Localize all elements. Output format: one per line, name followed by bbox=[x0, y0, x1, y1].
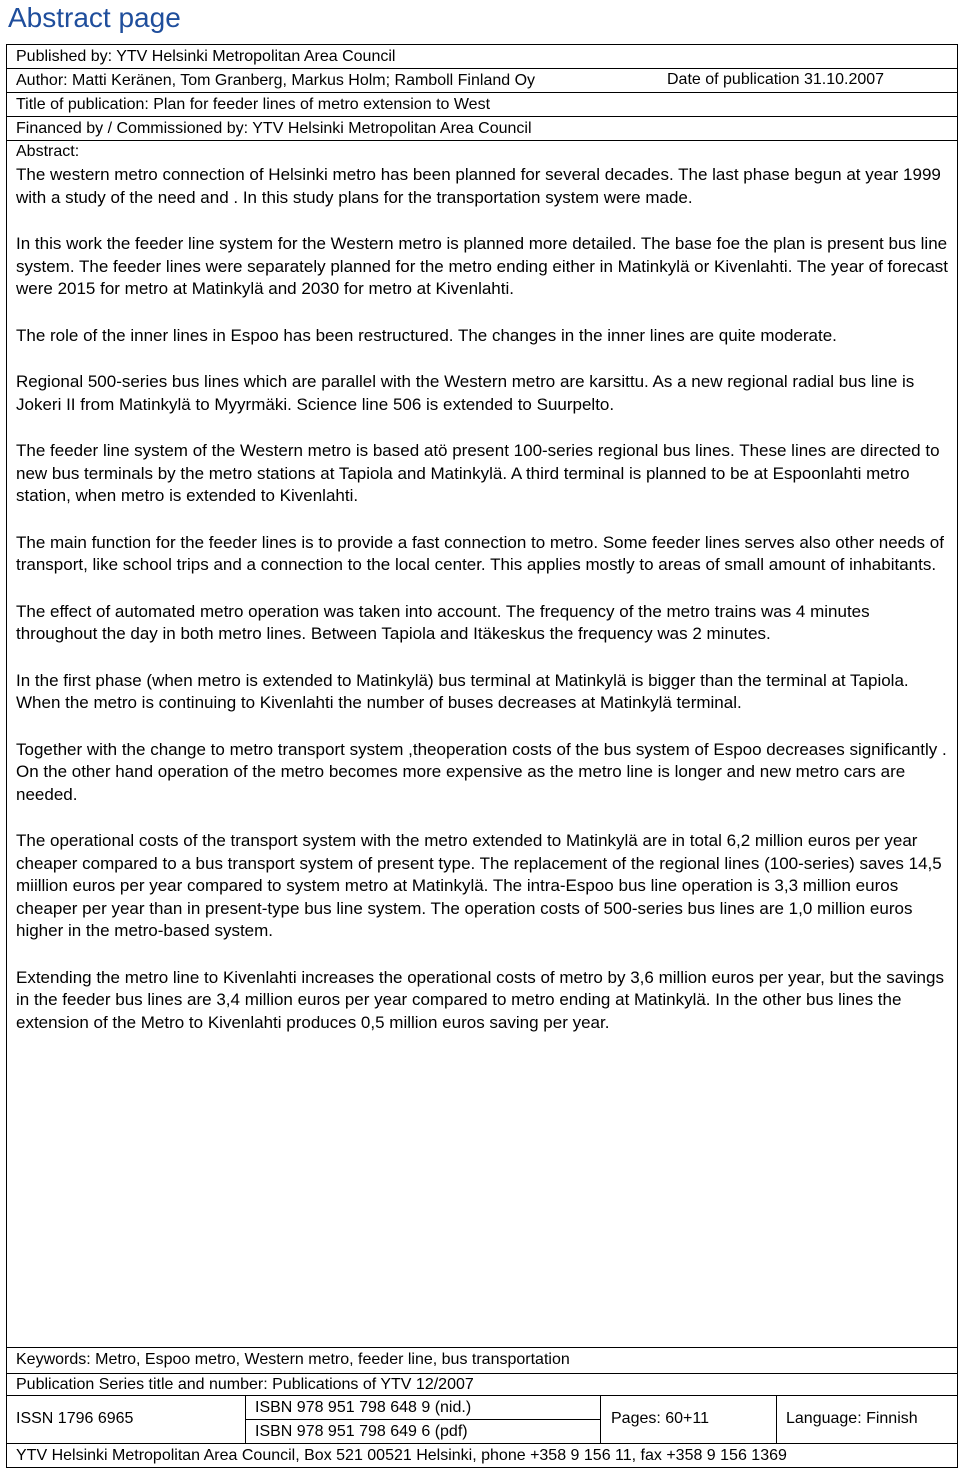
issn: ISSN 1796 6965 bbox=[16, 1410, 134, 1427]
abstract-paragraph: The effect of automated metro operation was taken into account. The frequency of the metro trains was 4 minutes throughout the day in both metro lines. Between Tapiola and Itäkeskus the frequency was 2 minutes. bbox=[16, 601, 870, 643]
title-row bbox=[7, 93, 957, 117]
author: Author: Matti Keränen, Tom Granberg, Markus Holm; Ramboll Finland Oy bbox=[16, 72, 536, 89]
abstract-body bbox=[16, 164, 951, 1058]
abstract-paragraph: The role of the inner lines in Espoo has been restructured. The changes in the inner lines are quite moderate. bbox=[16, 325, 837, 345]
keywords: Keywords: Metro, Espoo metro, Western metro, feeder line, bus transportation bbox=[16, 1351, 570, 1368]
divider bbox=[7, 1347, 957, 1348]
abstract-form bbox=[6, 44, 958, 1468]
abstract-paragraph: In this work the feeder line system for the Western metro is planned more detailed. The base foe the plan is present bus line system. The feeder lines were separately planned for the metro ending either in Matinkylä or Kivenlahti. The year of forecast were 2015 for metro at Matinkylä and 2030 for metro at Kivenlahti. bbox=[16, 234, 949, 298]
page-title: Abstract page bbox=[8, 2, 181, 33]
published-by-row bbox=[7, 45, 957, 69]
abstract-paragraph: The operational costs of the transport system with the metro extended to Matinkylä are in total 6,2 million euros per year cheaper compared to a bus transport system of present type. The replacement of the regional lines (100-series) saves 14,5 miillion euros per year compared to system metro at Matinkylä. The intra-Espoo bus line operation is 3,3 million euros cheaper per year than in present-type bus line system. The operation costs of 500-series bus lines are 1,0 million euros higher in the metro-based system. bbox=[16, 831, 942, 940]
publication-title: Title of publication: Plan for feeder lines of metro extension to West bbox=[16, 96, 491, 113]
author-row bbox=[7, 69, 957, 93]
abstract-paragraph: Extending the metro line to Kivenlahti increases the operational costs of metro by 3,6 million euros per year, but the savings in the feeder bus lines are 3,4 million euros per year compared to metro ending at Matinkylä. In the other bus lines the extension of the Metro to Kivenlahti produces 0,5 million euros saving per year. bbox=[16, 967, 944, 1032]
divider bbox=[7, 1443, 957, 1444]
financed-by: Financed by / Commissioned by: YTV Helsinki Metropolitan Area Council bbox=[16, 120, 532, 137]
abstract-paragraph: The main function for the feeder lines is to provide a fast connection to metro. Some feeder lines serves also other needs of transport, like school trips and a connection to the local center. This applies mostly to areas of small amount of inhabitants. bbox=[16, 532, 944, 574]
isbn-pdf: ISBN 978 951 798 649 6 (pdf) bbox=[255, 1423, 468, 1440]
language: Language: Finnish bbox=[786, 1410, 918, 1427]
publication-date: Date of publication 31.10.2007 bbox=[667, 71, 885, 88]
abstract-paragraph: Regional 500-series bus lines which are parallel with the Western metro are karsittu. As a new regional radial bus line is Jokeri II from Matinkylä to Myyrmäki. Science line 506 is extended to Suurpelto. bbox=[16, 372, 915, 414]
pages: Pages: 60+11 bbox=[611, 1410, 710, 1427]
divider bbox=[245, 1419, 600, 1420]
financed-row bbox=[7, 117, 957, 141]
isbn-print: ISBN 978 951 798 648 9 (nid.) bbox=[255, 1399, 472, 1416]
abstract-paragraph: The feeder line system of the Western metro is based atö present 100-series regional bus lines. These lines are directed to new bus terminals by the metro stations at Tapiola and Matinkylä. A third terminal is planned to be at Espoonlahti metro station, when metro is extended to Kivenlahti. bbox=[16, 441, 940, 505]
abstract-paragraph: In the first phase (when metro is extended to Matinkylä) bus terminal at Matinkylä is bigger than the terminal at Tapiola. When the metro is continuing to Kivenlahti the number of buses decreases at Matinkylä terminal. bbox=[16, 670, 909, 712]
divider bbox=[7, 1395, 957, 1396]
published-by: Published by: YTV Helsinki Metropolitan Area Council bbox=[16, 48, 396, 65]
abstract-paragraph: The western metro connection of Helsinki metro has been planned for several decades. The last phase begun at year 1999 with a study of the need and . In this study plans for the transportation system were made. bbox=[16, 165, 941, 207]
divider bbox=[600, 1395, 601, 1443]
abstract-paragraph: Together with the change to metro transport system ,theoperation costs of the bus system of Espoo decreases significantly . On the other hand operation of the metro becomes more expensive as the metro line is longer and new metro cars are needed. bbox=[16, 739, 947, 804]
abstract-label: Abstract: bbox=[16, 143, 80, 160]
divider bbox=[776, 1395, 777, 1443]
contact-info: YTV Helsinki Metropolitan Area Council, Box 521 00521 Helsinki, phone +358 9 156 11, fax +358 9 156 1369 bbox=[16, 1447, 787, 1464]
publication-series: Publication Series title and number: Publications of YTV 12/2007 bbox=[16, 1376, 474, 1393]
